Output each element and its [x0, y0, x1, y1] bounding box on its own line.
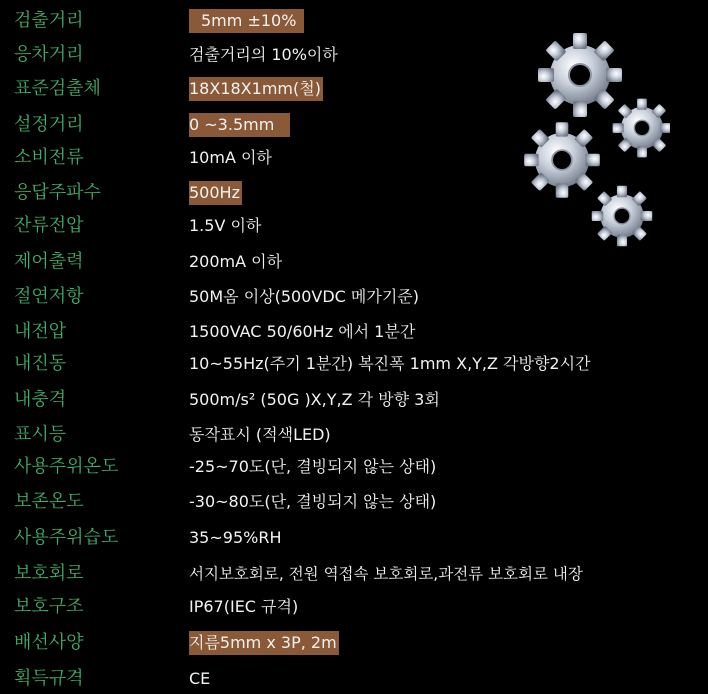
spec-label: 내전압: [14, 321, 67, 342]
spec-value: -25~70도(단, 결빙되지 않는 상태): [189, 457, 437, 476]
spec-label: 내충격: [14, 389, 67, 410]
spec-value: 500Hz: [189, 181, 242, 205]
spec-value: CE: [189, 669, 211, 688]
spec-value: 200mA 이하: [189, 252, 283, 271]
spec-label: 사용주위온도: [14, 456, 119, 477]
spec-row: [0, 592, 708, 622]
spec-value: 500m/s² (50G )X,Y,Z 각 방향 3회: [189, 390, 440, 409]
spec-label: 응차거리: [14, 44, 84, 65]
spec-row: [0, 559, 708, 589]
spec-label: 설정거리: [14, 114, 84, 135]
spec-value: 1.5V 이하: [189, 216, 262, 235]
spec-label: 제어출력: [14, 251, 84, 272]
spec-value: 검출거리의 10%이하: [189, 45, 338, 64]
spec-label: 응답주파수: [14, 182, 101, 203]
spec-label: 내진동: [14, 353, 67, 374]
spec-label: 배선사양: [14, 632, 84, 653]
spec-value: IP67(IEC 규격): [189, 597, 299, 616]
spec-value: -30~80도(단, 결빙되지 않는 상태): [189, 492, 437, 511]
spec-label: 보호구조: [14, 596, 84, 617]
spec-row: [0, 317, 708, 347]
spec-value: 10mA 이하: [189, 148, 272, 167]
gear-icon: [613, 99, 670, 158]
spec-value: 서지보호회로, 전원 역접속 보호회로,과전류 보호회로 내장: [189, 565, 583, 583]
spec-value: 5mm ±10%: [189, 9, 304, 33]
spec-row: [0, 420, 708, 450]
spec-row: [0, 628, 708, 658]
gear-icon: [592, 186, 652, 246]
spec-row: [0, 487, 708, 517]
spec-value: 0 ~3.5mm: [189, 113, 290, 137]
spec-label: 사용주위습도: [14, 527, 119, 548]
spec-label: 소비전류: [14, 147, 84, 168]
spec-row: [0, 664, 708, 694]
spec-label: 잔류전압: [14, 215, 84, 236]
spec-value: 18X18X1mm(철): [189, 77, 323, 101]
spec-value: 35~95%RH: [189, 528, 282, 547]
gear-icon: [524, 122, 600, 198]
spec-row: [0, 282, 708, 312]
spec-label: 획득규격: [14, 668, 84, 689]
spec-row: [0, 349, 708, 379]
spec-value: 50M옴 이상(500VDC 메가기준): [189, 287, 419, 306]
spec-label: 보호회로: [14, 563, 84, 584]
spec-value: 동작표시 (적색LED): [189, 425, 331, 444]
spec-label: 표준검출체: [14, 78, 101, 99]
spec-row: [0, 452, 708, 482]
spec-value: 10~55Hz(주기 1분간) 복진폭 1mm X,Y,Z 각방향2시간: [189, 354, 591, 373]
spec-label: 표시등: [14, 424, 67, 445]
spec-row: [0, 385, 708, 415]
spec-row: [0, 523, 708, 553]
spec-label: 검출거리: [14, 10, 84, 31]
spec-value: 지름5mm x 3P, 2m: [189, 631, 339, 655]
spec-value: 1500VAC 50/60Hz 에서 1분간: [189, 322, 416, 341]
gear-icon: [538, 33, 622, 117]
spec-label: 보존온도: [14, 491, 84, 512]
gears-icon: [520, 20, 670, 260]
spec-label: 절연저항: [14, 286, 84, 307]
